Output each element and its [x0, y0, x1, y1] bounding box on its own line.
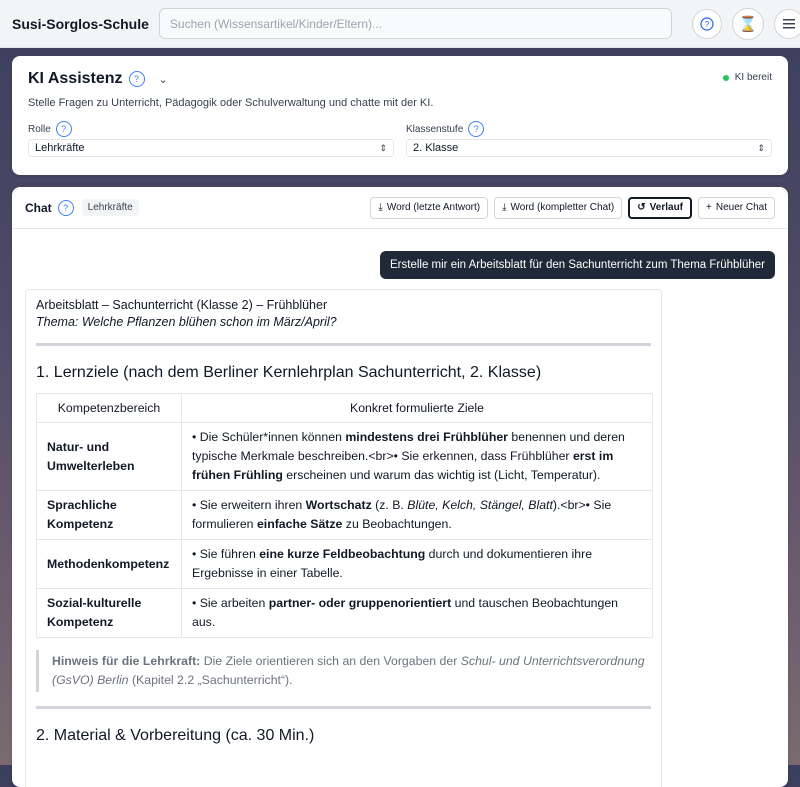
- brand-name[interactable]: Susi-Sorglos-Schule: [12, 15, 149, 32]
- table-cell-area: Natur- und Umwelterleben: [37, 423, 182, 491]
- select-arrows-icon: ⇕: [379, 142, 387, 153]
- table-cell-area: Methodenkompetenz: [37, 540, 182, 589]
- chat-header: [12, 187, 788, 229]
- table-header: Konkret formulierte Ziele: [182, 394, 653, 423]
- table-header: Kompetenzbereich: [37, 394, 182, 423]
- section-heading-1: 1. Lernziele (nach dem Berliner Kernlehrplan Sachunterricht, 2. Klasse): [36, 364, 542, 381]
- help-icon[interactable]: ?: [468, 121, 484, 137]
- chevron-down-icon[interactable]: ⌄: [158, 73, 168, 86]
- divider: [36, 706, 651, 709]
- search-input[interactable]: [159, 8, 672, 39]
- help-icon[interactable]: [692, 9, 722, 39]
- section-heading-2: 2. Material & Vorbereitung (ca. 30 Min.): [36, 727, 315, 744]
- top-icons: [692, 8, 800, 40]
- download-word-last-button[interactable]: ⤓ Word (letzte Antwort): [370, 197, 488, 219]
- goals-table: [36, 393, 653, 638]
- table-header-row: [37, 394, 653, 423]
- status-indicator: [723, 72, 772, 83]
- role-select[interactable]: [28, 139, 394, 157]
- table-row: [37, 491, 653, 540]
- chat-label: Chat: [25, 200, 52, 215]
- role-tag: Lehrkräfte: [82, 199, 139, 216]
- hourglass-icon[interactable]: ⌛: [732, 8, 764, 40]
- table-cell-area: Sozial-kulturelle Kompetenz: [37, 589, 182, 638]
- download-icon: ⤓: [378, 202, 383, 213]
- answer-title: Arbeitsblatt – Sachunterricht (Klasse 2) – Frühblüher: [36, 298, 328, 312]
- plus-icon: +: [706, 202, 712, 213]
- grade-select[interactable]: [406, 139, 772, 157]
- assistant-title: KI Assistenz: [28, 70, 123, 87]
- table-row: [37, 540, 653, 589]
- download-word-full-button[interactable]: ⤓ Word (kompletter Chat): [494, 197, 622, 219]
- table-row: [37, 423, 653, 491]
- grade-label: Klassenstufe: [406, 123, 464, 135]
- menu-icon[interactable]: [774, 9, 800, 39]
- table-cell-goals: • Sie erweitern ihren Wortschatz (z. B. Blüte, Kelch, Stängel, Blatt).<br>• Sie formulieren einfache Sätze zu Beobachtungen.: [182, 491, 653, 540]
- help-icon[interactable]: ?: [56, 121, 72, 137]
- assistant-card: [12, 56, 788, 175]
- svg-text:?: ?: [704, 19, 710, 29]
- help-icon[interactable]: ?: [58, 200, 74, 216]
- status-dot-icon: [723, 75, 729, 81]
- table-row: [37, 589, 653, 638]
- table-cell-goals: • Sie arbeiten partner- oder gruppenorientiert und tauschen Beobachtungen aus.: [182, 589, 653, 638]
- status-text: KI bereit: [734, 72, 772, 83]
- help-icon[interactable]: ?: [129, 71, 145, 87]
- table-cell-goals: • Sie führen eine kurze Feldbeobachtung durch und dokumentieren ihre Ergebnisse in einer Tabelle.: [182, 540, 653, 589]
- top-bar: [0, 0, 800, 48]
- assistant-subtitle: Stelle Fragen zu Unterricht, Pädagogik oder Schulverwaltung und chatte mit der KI.: [28, 97, 434, 109]
- teacher-hint: Hinweis für die Lehrkraft: Die Ziele orientieren sich an den Vorgaben der Schul- und Unterrichtsverordnung (GsVO) Berlin (Kapitel 2.2 „Sachunterricht“).: [36, 650, 651, 692]
- assistant-answer: [25, 289, 662, 787]
- download-icon: ⤓: [502, 202, 507, 213]
- role-label: Rolle: [28, 123, 51, 135]
- history-icon: ↺: [637, 202, 646, 213]
- select-arrows-icon: ⇕: [757, 142, 765, 153]
- table-cell-goals: • Die Schüler*innen können mindestens drei Frühblüher benennen und deren typische Merkmale beschreiben.<br>• Sie erkennen, dass Frühblüher erst im frühen Frühling erscheinen und warum das wichtig ist (Licht, Temperatur).: [182, 423, 653, 491]
- divider: [36, 343, 651, 346]
- answer-theme: Thema: Welche Pflanzen blühen schon im März/April?: [36, 315, 337, 329]
- new-chat-button[interactable]: + Neuer Chat: [698, 197, 775, 219]
- table-cell-area: Sprachliche Kompetenz: [37, 491, 182, 540]
- history-button[interactable]: ↺ Verlauf: [628, 197, 692, 219]
- chat-card: [12, 187, 788, 787]
- user-message: Erstelle mir ein Arbeitsblatt für den Sachunterricht zum Thema Frühblüher: [380, 251, 775, 279]
- role-value: Lehrkräfte: [35, 142, 85, 154]
- grade-value: 2. Klasse: [413, 142, 459, 154]
